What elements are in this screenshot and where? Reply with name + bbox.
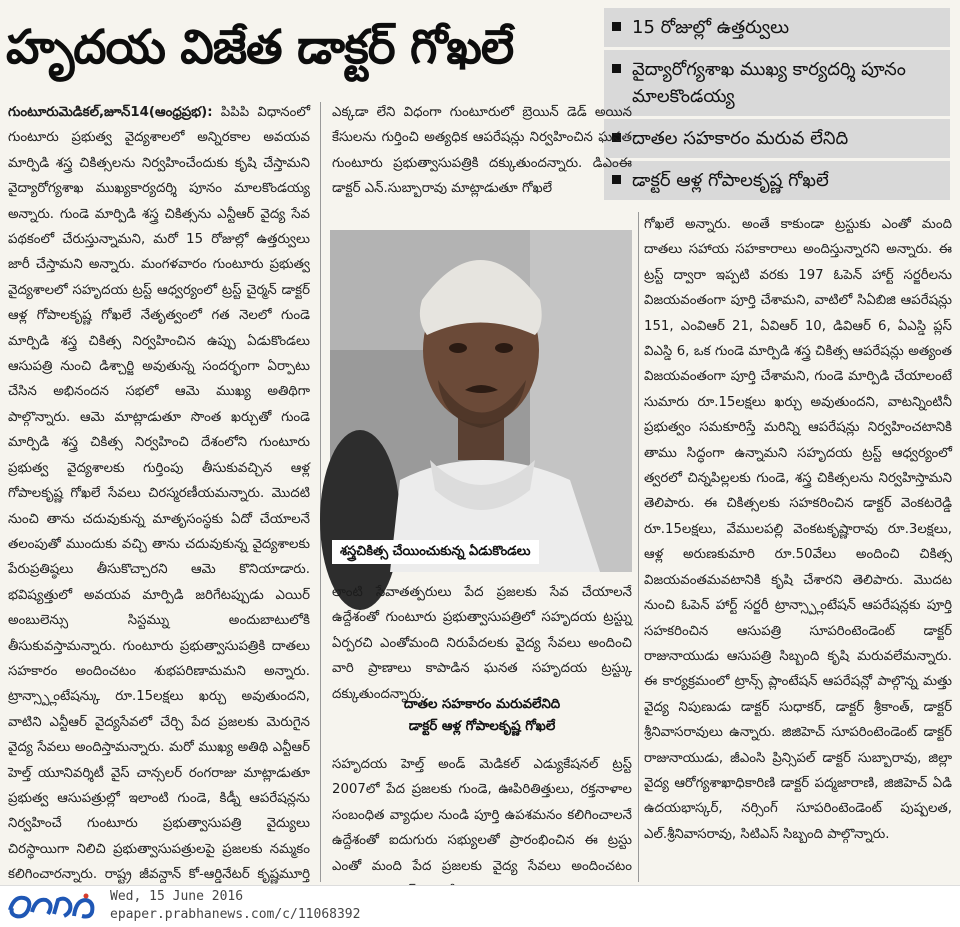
patient-photo: [330, 230, 632, 572]
edition-date: Wed, 15 June 2016: [110, 889, 244, 904]
article-column-3: [644, 212, 952, 884]
article-column-2-top: [332, 100, 632, 222]
photo-caption: శస్త్రచికిత్స చేయించుకున్న ఏడుకొండలు: [332, 540, 539, 564]
andhra-prabha-logo: [6, 890, 98, 924]
patient-photo-illustration: [330, 230, 632, 572]
logo-wordmark: [6, 890, 98, 924]
column-divider: [638, 212, 639, 882]
epaper-url: epaper.prabhanews.com/c/11068392: [110, 907, 361, 922]
highlight-text: వైద్యారోగ్యశాఖ ముఖ్య కార్యదర్శి పూనం మాలకొండయ్య: [632, 59, 906, 107]
bullet-square-icon: [612, 64, 621, 73]
column-2-middle-text: లాంటి సేవాతత్పరులు పేద ప్రజలకు సేవ చేయాలనే ఉద్దేశంతో గుంటూరు ప్రభుత్వాసుపత్రిలో సహృదయ ట్రస్ట్ను ఏర్పరచి ఎంతోమంది నిరుపేదలకు వైద్య సేవలు అందించి వారి ప్రాణాలు కాపాడిన ఘనత సహృదయ ట్రస్ట్కు దక్కుతుందన్నారు.: [332, 585, 632, 702]
highlight-text: దాతల సహకారం మరువ లేనిది: [632, 128, 849, 149]
headline: [6, 8, 604, 98]
subheading: [332, 694, 632, 738]
column-divider: [320, 102, 321, 882]
dateline: గుంటూరుమెడికల్,జూన్14(ఆంధ్రప్రభ):: [8, 105, 213, 120]
highlight-text: 15 రోజుల్లో ఉత్తర్వులు: [632, 17, 790, 38]
column-3-text: గోఖలే అన్నారు. అంతే కాకుండా ట్రస్టుకు ఎంతో మంది దాతలు సహాయ సహకారాలు అందిస్తున్నారని అన్నారు. ఈ ట్రస్ట్ ద్వారా ఇప్పటి వరకు 197 ఓపెన్ హార్ట్ సర్జరీలను విజయవంతంగా పూర్తి చేశామని, వాటిలో సిఏబిజి ఆపరేషన్లు 151, ఎంవిఆర్ 21, ఏవిఆర్ 10, డివిఆర్ 6, ఏఎస్డి ప్లస్ విఎస్డి 6, ఒక గుండె మార్పిడి శస్త్ర చికిత్స ఆపరేషన్లు అత్యంత విజయవంతంగా పూర్తి చేశామని, గుండె మార్పిడి చేయాలంటే సుమారు రూ.15లక్షలు ఖర్చు అవుతుందని, వాటన్నింటినీ ప్రభుత్వం సమకూరిస్తే మరిన్ని ఆపరేషన్లు నిర్వహించటానికి తాము సిద్ధంగా ఉన్నామని సహృదయ ట్రస్ట్ ఆధ్వర్యంలో త్వరలో చిన్నపిల్లలకు గుండె, శస్త్ర చికిత్సలను నిర్వహిస్తామని తెలిపారు. ఈ చికిత్సలకు సహకరించిన డాక్టర్ వెంకటరెడ్డి రూ.15లక్షలు, వేములపల్లి వెంకటకృష్ణారావు రూ.3లక్షలు, ఆళ్ల అరుణకుమారి రూ.50వేలు అందించి చికిత్స విజయవంతమవటానికి కృషి చేశారని తెలిపారు. మొదట నుంచి ఓపెన్ హార్ట్ సర్జరీ ట్రాన్స్ప్లాంటేషన్ ఆపరేషన్లకు పూర్తి సహకరించిన ఆసుపత్రి సూపరింటెండెంట్ డాక్టర్ రాజునాయుడు ఆసుపత్రి సిబ్బంది కృషి మరువలేమన్నారు. ఈ కార్యక్రమంలో ట్రాన్స్ ప్లాంటేషన్ ఆపరేషన్లో పాల్గొన్న మత్తు వైద్య నిపుణుడు డాక్టర్ సుధాకర్, డాక్టర్ శ్రీకాంత్, డాక్టర్ శ్రీనివాసరావులు ఉన్నారు. జిజిహెచ్ సూపరింటెండెంట్ డాక్టర్ రాజునాయుడు, జీఎంసి ప్రిన్సిపల్ డాక్టర్ సుబ్బారావు, జిల్లా వైద్య ఆరోగ్యశాఖాధికారిణి డాక్టర్ పద్మజారాణి, జిజిహెచ్ ఏడి ఉదయభాస్కర్, నర్సింగ్ సూపరింటెండెంట్ పుష్పలత, ఎల్.శ్రీనివాసరావు, సిటిఎస్ సిబ్బంది పాల్గొన్నారు.: [644, 217, 952, 842]
highlight-item: [604, 8, 950, 50]
highlight-item: [604, 119, 950, 161]
subheading-line-1: దాతల సహకారం మరువలేనిది: [403, 697, 561, 712]
highlight-text: డాక్టర్ ఆళ్ల గోపాలకృష్ణ గోఖలే: [632, 170, 829, 191]
highlights-box: [604, 8, 950, 203]
column-2-top-text: ఎక్కడా లేని విధంగా గుంటూరులో బ్రెయిన్ డెడ్ అయిన కేసులను గుర్తించి అత్యధిక ఆపరేషన్లు నిర్వహించిన ఘనత గుంటూరు ప్రభుత్వాసుపత్రికి దక్కుతుందన్నారు. డిఎంఈ డాక్టర్ ఎన్.సుబ్బారావు మాట్లాడుతూ గోఖలే: [332, 105, 632, 197]
footer: [0, 885, 960, 927]
highlight-item: [604, 50, 950, 119]
article-column-2-bottom: [332, 752, 632, 884]
column-1-text: పిపిపి విధానంలో గుంటూరు ప్రభుత్వ వైద్యశాలలో అన్నిరకాల అవయవ మార్పిడి శస్త్ర చికిత్సలను నిర్వహించేందుకు కృషి చేస్తామని వైద్యారోగ్యశాఖ ముఖ్యకార్యదర్శి పూనం మాలకొండయ్య అన్నారు. గుండె మార్పిడి శస్త్ర చికిత్సను ఎన్టీఆర్ వైద్య సేవ పథకంలో చేరుస్తున్నామని, మరో 15 రోజుల్లో ఉత్తర్వులు జారీ చేస్తామని అన్నారు. మంగళవారం గుంటూరు ప్రభుత్వ వైద్యశాలలో సహృదయ ట్రస్ట్ ఆధ్వర్యంలో ట్రస్ట్ చైర్మన్ డాక్టర్ ఆళ్ల గోపాలకృష్ణ గోఖలే నేతృత్వంలో గత నెలలో గుండె మార్పిడి శస్త్ర చికిత్స నిర్వహించిన ఉప్పు ఏడుకొండలు ఆసుపత్రి నుంచి డిశ్చార్జి అవుతున్న సందర్భంగా ఏర్పాటు చేసిన అభినందన సభలో ఆమె ముఖ్య అతిథిగా పాల్గొన్నారు. ఆమె మాట్లాడుతూ సొంత ఖర్చుతో గుండె మార్పిడి శస్త్ర చికిత్స నిర్వహించి దేశంలోని గుంటూరు ప్రభుత్వ వైద్యశాలకు గుర్తింపు తీసుకువచ్చిన ఆళ్ల గోపాలకృష్ణ గోఖలే సేవలు చిరస్మరణీయమన్నారు. మొదటి నుంచి తాను చదువుకున్న మాతృసంస్థకు ఏదో చేయాలనే తలంపుతో ముందుకు వచ్చి తాను చదువుకున్న వైద్యశాలకు పేరుప్రతిష్ఠలు తీసుకొచ్చారని ఆమె కొనియాడారు. భవిష్యత్తులో అవయవ మార్పిడి జరిగేటప్పుడు ఎయిర్ అంబులెన్సు సిస్టమ్ను అందుబాటులోకి తీసుకువస్తామన్నారు. గుంటూరు ప్రభుత్వాసుపత్రికి దాతలు సహకారం అందించటం శుభపరిణామమని అన్నారు. ట్రాన్స్ప్లాంటేషన్కు రూ.15లక్షలు ఖర్చు అవుతుందని, వాటిని ఎన్టీఆర్ వైద్యసేవలో చేర్చి పేద ప్రజలకు మెరుగైన వైద్య సేవలు అందిస్తామన్నారు. మరో ముఖ్య అతిథి ఎన్టీఆర్ హెల్త్ యూనివర్శిటీ వైస్ చాన్సలర్ రంగరాజు మాట్లాడుతూ ప్రభుత్వ ఆసుపత్రుల్లో ఇలాంటి గుండె, కిడ్నీ ఆపరేషన్లను నిర్వహించే గుంటూరు ప్రభుత్వాసుపత్రి వైద్యులు చిరస్థాయిగా నిలిచి ప్రభుత్వాసుపత్రులపై ప్రజలకు నమ్మకం కలిగించారన్నారు. రాష్ట్ర జీవన్దాన్ కో-ఆర్డినేటర్ కృష్ణమూర్తి: [8, 105, 311, 883]
article-column-1: [8, 100, 310, 884]
headline-text: హృదయ విజేత డాక్టర్ గోఖలే: [6, 20, 514, 75]
highlight-item: [604, 161, 950, 203]
subheading-line-2: డాక్టర్ ఆళ్ల గోపాలకృష్ణ గోఖలే: [408, 719, 556, 734]
column-2-bottom-text: సహృదయ హెల్త్ అండ్ మెడికల్ ఎడ్యుకేషనల్ ట్రస్ట్ 2007లో పేద ప్రజలకు గుండె, ఊపిరితిత్తులు, రక్తనాళాల సంబంధిత వ్యాధుల నుండి పూర్తి ఉపశమనం కలిగించాలనే ఉద్దేశంతో ఐదుగురు సభ్యులతో ప్రారంభించిన ఈ ట్రస్టు ఎంతో మంది పేద ప్రజలకు వైద్య సేవలు అందించటం: [332, 757, 632, 874]
article-column-2-middle: [332, 580, 632, 702]
bullet-square-icon: [612, 22, 621, 31]
